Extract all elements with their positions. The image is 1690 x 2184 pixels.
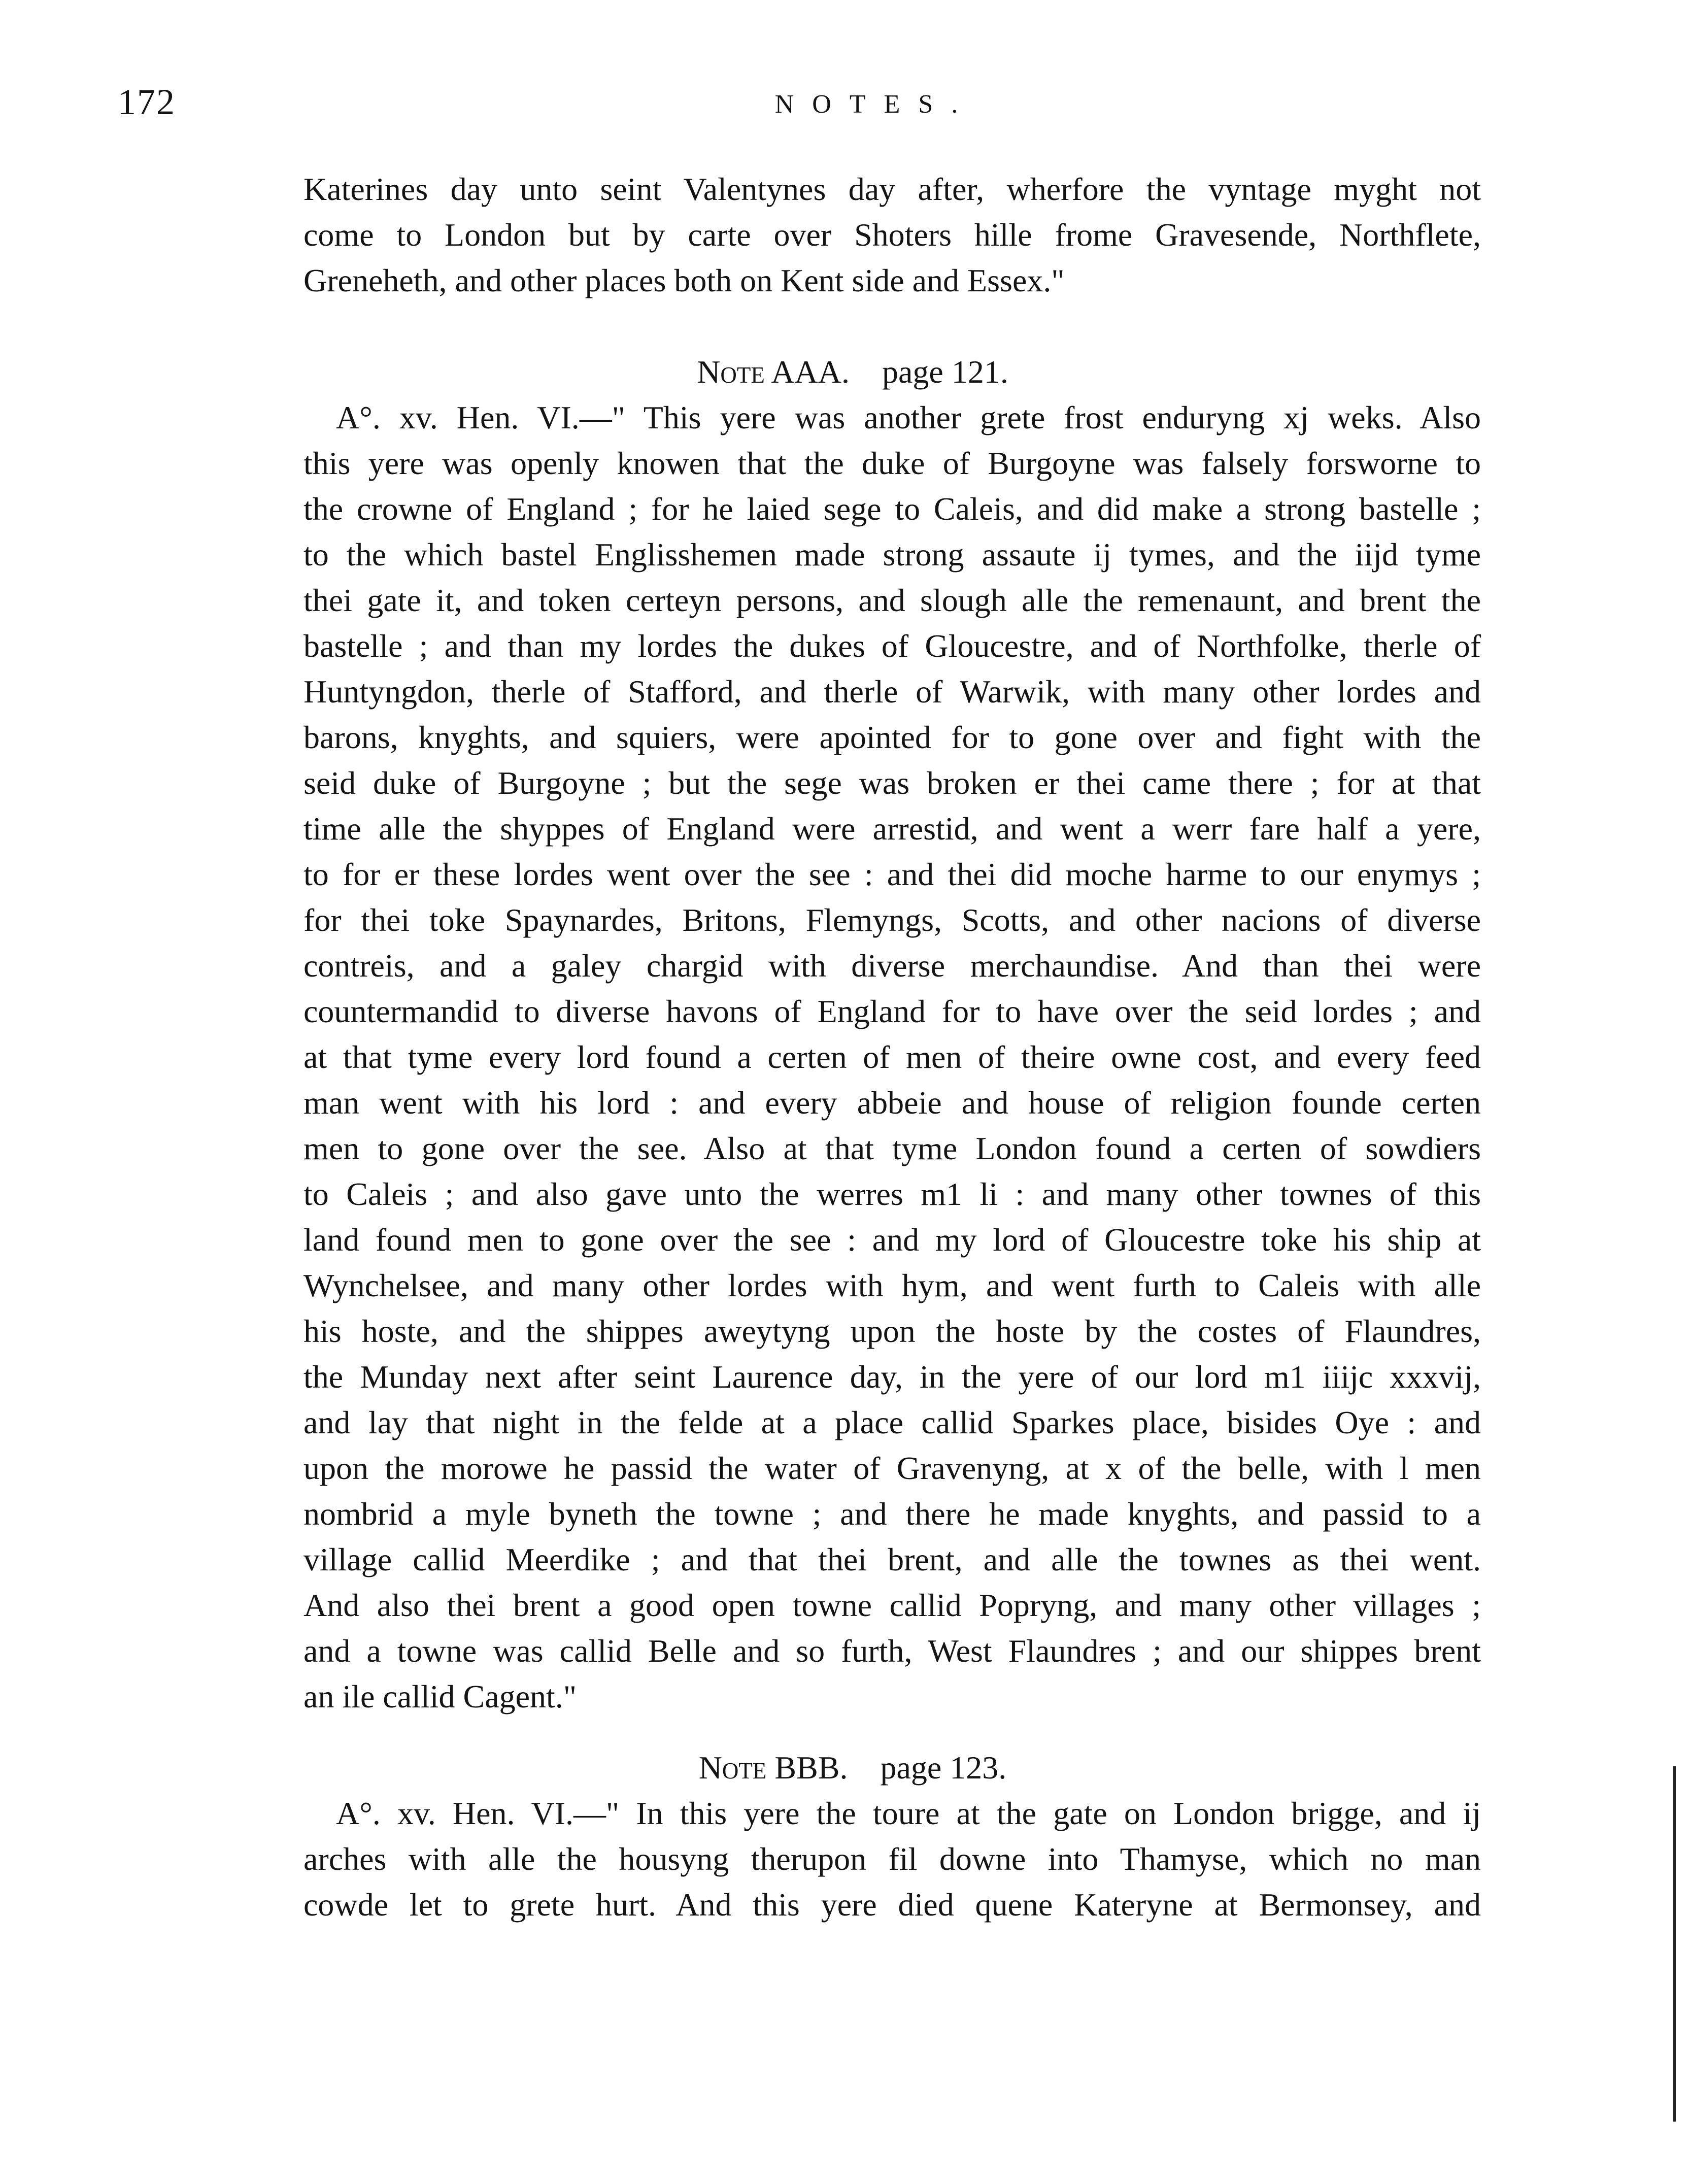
- text-line: man went with his lord : and every abbeie and house of religion founde certen: [303, 1085, 1481, 1121]
- text-line: Katerines day unto seint Valentynes day after, wherfore the vyntage myght not: [303, 171, 1481, 207]
- text-line: his hoste, and the shippes aweytyng upon the hoste by the costes of Flaundres,: [303, 1313, 1481, 1349]
- text-line: upon the morowe he passid the water of Gravenyng, at x of the belle, with l men: [303, 1450, 1481, 1486]
- page-edge-shadow: [1673, 1766, 1676, 2122]
- running-head: NOTES.: [774, 90, 976, 119]
- text-line: to the which bastel Englisshemen made strong assaute ij tymes, and the iijd tyme: [303, 536, 1481, 573]
- page-number: 172: [118, 82, 176, 122]
- note-aaa-page-ref: page 121.: [882, 354, 1008, 390]
- text-line: land found men to gone over the see : and my lord of Gloucestre toke his ship at: [303, 1222, 1481, 1258]
- text-line: Greneheth, and other places both on Kent side and Essex.": [303, 262, 1065, 298]
- text-line: nombrid a myle byneth the towne ; and there he made knyghts, and passid to a: [303, 1496, 1481, 1532]
- text-line: at that tyme every lord found a certen of men of theire owne cost, and every feed: [303, 1039, 1481, 1075]
- text-line: and a towne was callid Belle and so furth, West Flaundres ; and our shippes brent: [303, 1633, 1481, 1669]
- text-line: to Caleis ; and also gave unto the werres m1 li : and many other townes of this: [303, 1176, 1481, 1212]
- note-aaa-label: Note AAA.: [697, 354, 850, 390]
- text-line: contreis, and a galey chargid with diverse merchaundise. And than thei were: [303, 948, 1481, 984]
- text-line: seid duke of Burgoyne ; but the sege was broken er thei came there ; for at that: [303, 765, 1481, 801]
- text-line: come to London but by carte over Shoters hille frome Gravesende, Northflete,: [303, 217, 1481, 253]
- text-line: thei gate it, and token certeyn persons, and slough alle the remenaunt, and brent the: [303, 582, 1481, 618]
- text-line: Wynchelsee, and many other lordes with hym, and went furth to Caleis with alle: [303, 1267, 1481, 1303]
- text-line: time alle the shyppes of England were arrestid, and went a werr fare half a yere,: [303, 811, 1481, 847]
- note-bbb-page-ref: page 123.: [880, 1750, 1007, 1786]
- text-line: A°. xv. Hen. VI.—" This yere was another grete frost enduryng xj weks. Also: [336, 399, 1481, 435]
- text-line: to for er these lordes went over the see : and thei did moche harme to our enymys ;: [303, 856, 1481, 892]
- text-line: the Munday next after seint Laurence day, in the yere of our lord m1 iiijc xxxvij,: [303, 1359, 1481, 1395]
- text-line: cowde let to grete hurt. And this yere died quene Kateryne at Bermonsey, and: [303, 1887, 1481, 1923]
- note-bbb-body: [303, 1791, 1481, 1928]
- text-line: And also thei brent a good open towne callid Popryng, and many other villages ;: [303, 1587, 1481, 1623]
- text-line: this yere was openly knowen that the duke of Burgoyne was falsely forsworne to: [303, 445, 1481, 481]
- note-bbb-label: Note BBB.: [698, 1750, 848, 1786]
- text-line: bastelle ; and than my lordes the dukes of Gloucestre, and of Northfolke, therle of: [303, 628, 1481, 664]
- text-line: an ile callid Cagent.": [303, 1678, 577, 1715]
- text-line: the crowne of England ; for he laied sege to Caleis, and did make a strong bastelle ;: [303, 491, 1481, 527]
- text-line: village callid Meerdike ; and that thei brent, and alle the townes as thei went.: [303, 1541, 1481, 1577]
- text-line: arches with alle the housyng therupon fil downe into Thamyse, which no man: [303, 1841, 1481, 1877]
- text-line: men to gone over the see. Also at that tyme London found a certen of sowdiers: [303, 1130, 1481, 1166]
- text-line: Huntyngdon, therle of Stafford, and therle of Warwik, with many other lordes and: [303, 674, 1481, 710]
- text-line: countermandid to diverse havons of England for to have over the seid lordes ; and: [303, 993, 1481, 1029]
- note-aaa-heading: [0, 349, 1690, 395]
- text-line: barons, knyghts, and squiers, were apointed for to gone over and fight with the: [303, 719, 1481, 755]
- note-bbb-heading: [0, 1745, 1690, 1791]
- text-line: and lay that night in the felde at a place callid Sparkes place, bisides Oye : and: [303, 1404, 1481, 1440]
- text-line: A°. xv. Hen. VI.—" In this yere the toure at the gate on London brigge, and ij: [336, 1795, 1481, 1831]
- continuation-paragraph: [303, 166, 1481, 304]
- text-line: for thei toke Spaynardes, Britons, Flemyngs, Scotts, and other nacions of diverse: [303, 902, 1481, 938]
- note-aaa-body: [303, 395, 1481, 1720]
